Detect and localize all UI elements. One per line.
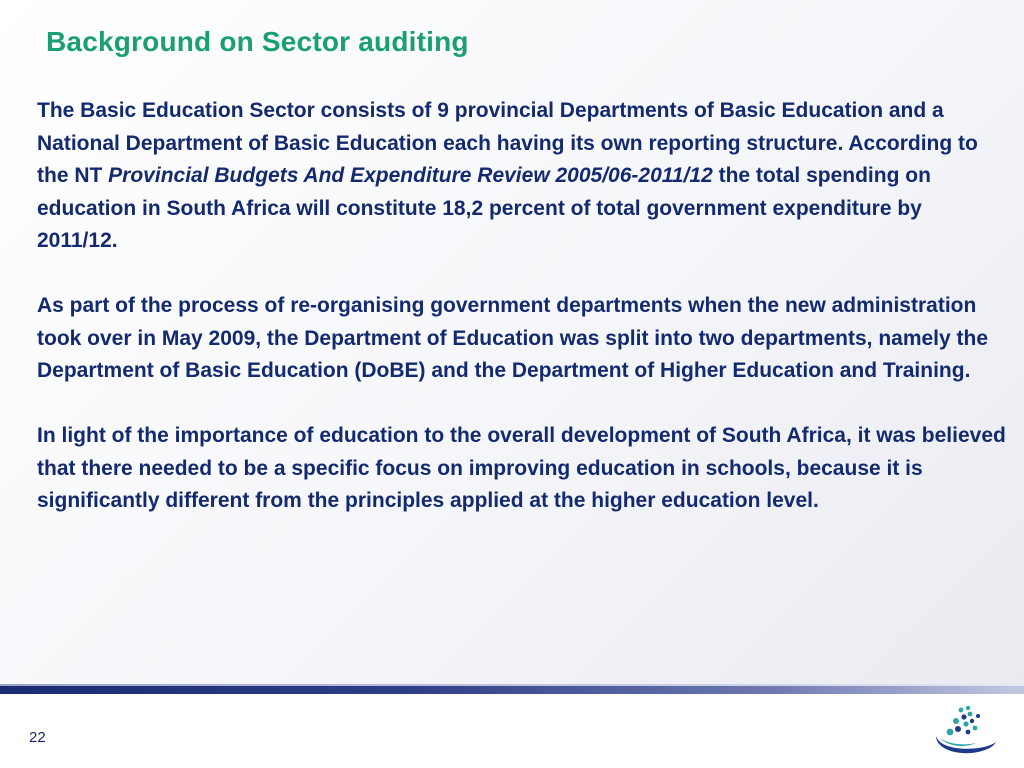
paragraph-1-text-end: the total spending on education in South Africa will constitute 18,2 percent of total government expenditure by 2011/12. — [37, 164, 931, 252]
slide-title: Background on Sector auditing — [46, 26, 469, 57]
page-number: 22 — [29, 729, 46, 746]
paragraph-focus-on-schools: In light of the importance of education to the overall development of South Africa, it was believed that there needed to be a specific focus on improving education in schools, because it is significantly different from the principles applied at the higher education level. — [37, 424, 1006, 512]
footer-area — [0, 694, 1024, 768]
auditor-general-logo-icon — [930, 702, 998, 756]
footer-band — [0, 686, 1024, 694]
slide-body — [37, 95, 1007, 518]
paragraph-department-split: As part of the process of re-organising government departments when the new administration took over in May 2009, the Department of Education was split into two departments, namely the Department of Basic Education (DoBE) and the Department of Higher Education and Training. — [37, 294, 989, 382]
paragraph-sector-overview — [37, 95, 1007, 258]
report-title-emphasis: Provincial Budgets And Expenditure Review 2005/06-2011/12 — [108, 164, 713, 187]
paragraph-1-text-start: The Basic Education Sector consists of 9 provincial Departments of Basic Education and a National Department of Basic Education each having its own reporting structure. According to the NT — [37, 99, 978, 187]
